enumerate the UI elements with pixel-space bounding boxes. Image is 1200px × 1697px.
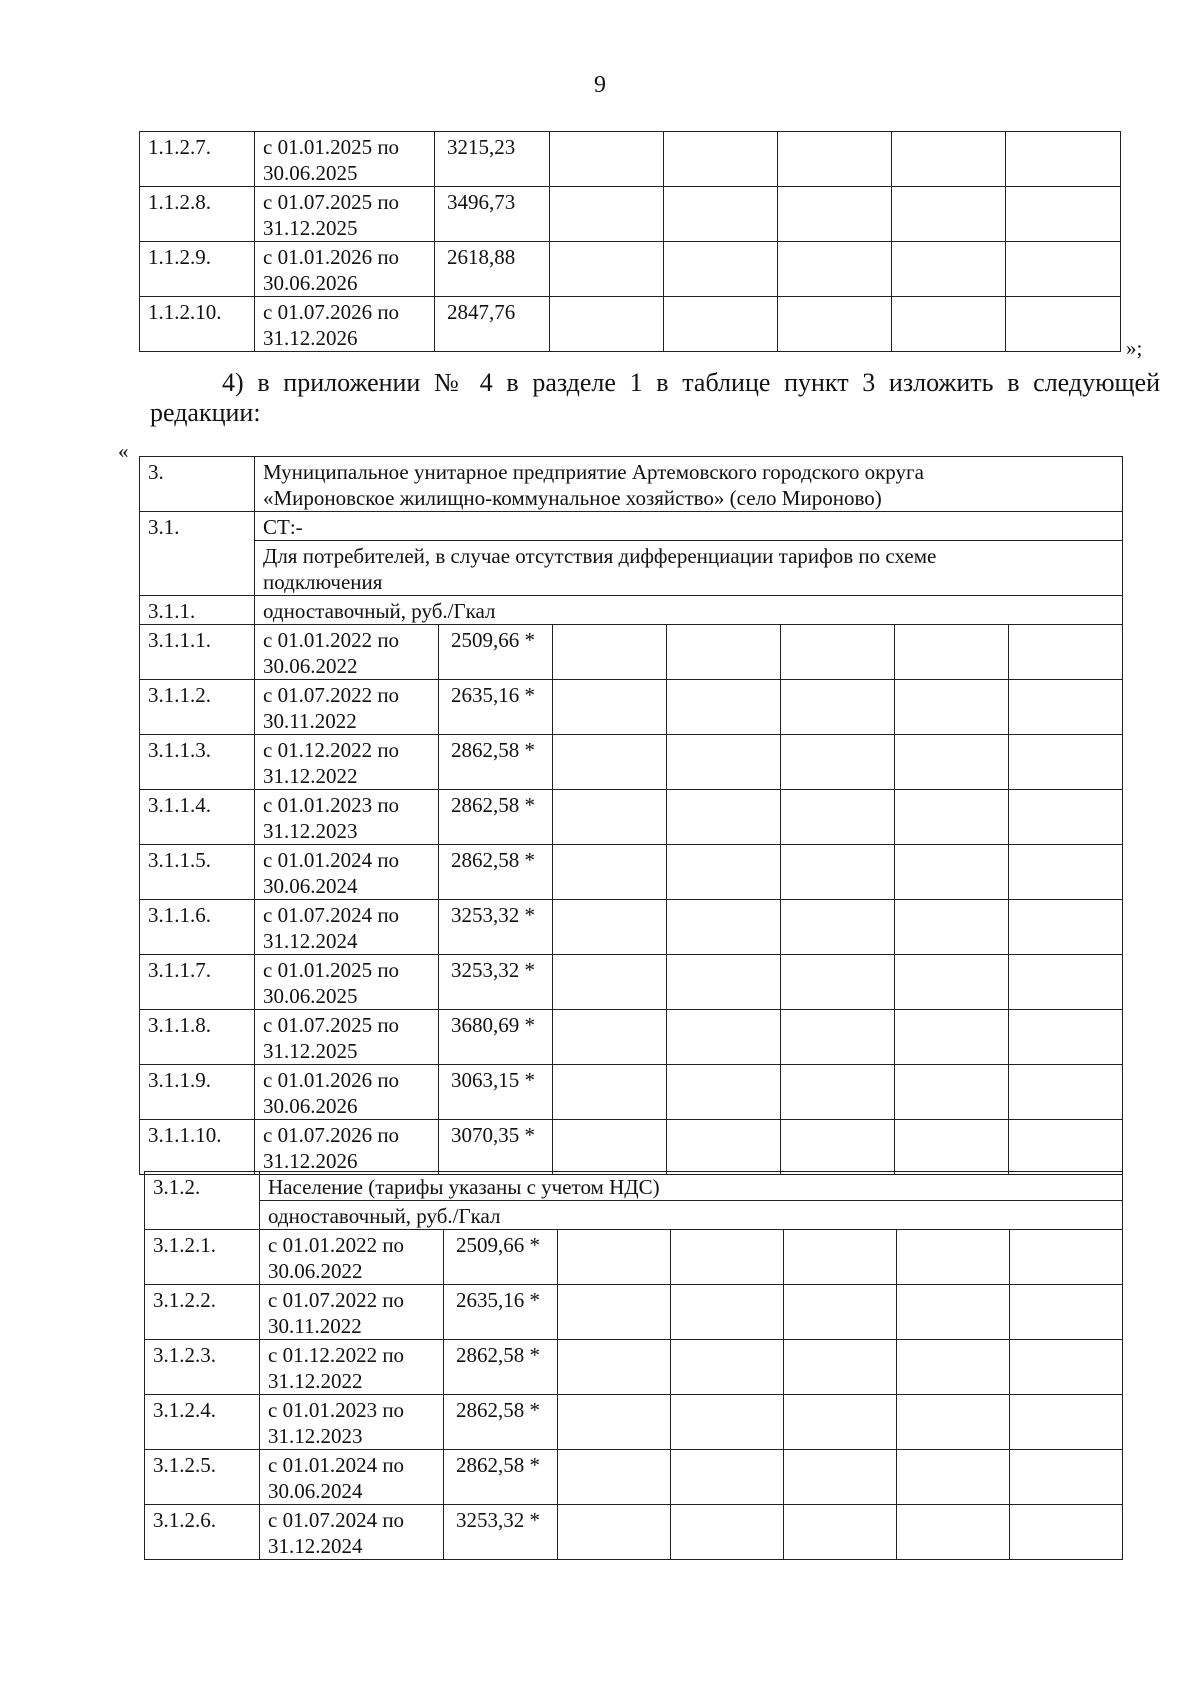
- empty-cell: [1009, 790, 1123, 845]
- empty-cell: [550, 132, 664, 187]
- tariff-value: 3496,73: [435, 187, 550, 242]
- empty-cell: [667, 625, 781, 680]
- empty-cell: [895, 1065, 1009, 1120]
- tariff-value: 2635,16 *: [439, 680, 553, 735]
- empty-cell: [553, 900, 667, 955]
- period-cell: [255, 845, 439, 900]
- empty-cell: [1006, 187, 1121, 242]
- rate-label: одноставочный, руб./Гкал: [255, 596, 1123, 625]
- section-num: 3.1.: [140, 512, 255, 596]
- period-cell: [260, 1230, 444, 1285]
- row-number: 3.1.1.10.: [140, 1120, 255, 1175]
- table-row: [140, 955, 1123, 1010]
- empty-cell: [667, 680, 781, 735]
- table-row: [140, 680, 1123, 735]
- row-number: 3.1.1.6.: [140, 900, 255, 955]
- empty-cell: [892, 132, 1006, 187]
- consumers-label: [255, 541, 1123, 596]
- tariff-value: 3253,32 *: [439, 900, 553, 955]
- empty-cell: [671, 1285, 784, 1340]
- period-end: 31.12.2023: [263, 819, 358, 843]
- table-row: [140, 1120, 1123, 1175]
- empty-cell: [897, 1505, 1010, 1560]
- table-row: [140, 900, 1123, 955]
- population-rate-row: [145, 1201, 1123, 1230]
- row-number: 3.1.1.1.: [140, 625, 255, 680]
- period-start: с 01.07.2022 по: [263, 683, 400, 707]
- empty-cell: [667, 845, 781, 900]
- section-label: СТ:-: [255, 512, 1123, 541]
- empty-cell: [895, 845, 1009, 900]
- section-row: [140, 512, 1123, 541]
- period-cell: [255, 625, 439, 680]
- tariff-value: 2862,58 *: [444, 1395, 558, 1450]
- empty-cell: [781, 735, 895, 790]
- empty-cell: [667, 955, 781, 1010]
- period-cell: [255, 187, 435, 242]
- empty-cell: [897, 1450, 1010, 1505]
- table-row: [140, 242, 1121, 297]
- empty-cell: [1010, 1340, 1123, 1395]
- period-end: 31.12.2022: [268, 1369, 363, 1393]
- empty-cell: [671, 1340, 784, 1395]
- period-start: с 01.07.2024 по: [268, 1508, 405, 1532]
- page-number: 9: [594, 72, 606, 98]
- period-start: с 01.01.2022 по: [268, 1233, 405, 1257]
- empty-cell: [664, 187, 778, 242]
- row-number: 3.1.1.8.: [140, 1010, 255, 1065]
- org-row: [140, 457, 1123, 512]
- empty-cell: [781, 845, 895, 900]
- period-start: с 01.07.2022 по: [268, 1288, 405, 1312]
- period-end: 30.06.2024: [268, 1479, 363, 1503]
- empty-cell: [897, 1395, 1010, 1450]
- empty-cell: [784, 1395, 897, 1450]
- period-start: с 01.01.2024 по: [268, 1453, 405, 1477]
- empty-cell: [897, 1340, 1010, 1395]
- tariff-table-org: [139, 456, 1123, 1175]
- row-number: 3.1.1.3.: [140, 735, 255, 790]
- empty-cell: [1006, 132, 1121, 187]
- closing-quote: »;: [1126, 336, 1143, 360]
- tariff-value: 2862,58 *: [439, 735, 553, 790]
- period-start: с 01.07.2026 по: [263, 1123, 400, 1147]
- row-number: 3.1.1.4.: [140, 790, 255, 845]
- empty-cell: [553, 845, 667, 900]
- empty-cell: [781, 1120, 895, 1175]
- empty-cell: [1009, 680, 1123, 735]
- period-start: с 01.01.2022 по: [263, 628, 400, 652]
- table-row: [140, 297, 1121, 352]
- row-number: 3.1.2.2.: [145, 1285, 260, 1340]
- tariff-value: 3680,69 *: [439, 1010, 553, 1065]
- population-num: 3.1.2.: [145, 1172, 260, 1230]
- period-end: 30.06.2024: [263, 874, 358, 898]
- empty-cell: [667, 900, 781, 955]
- period-end: 30.06.2026: [263, 271, 358, 295]
- row-number: 3.1.1.2.: [140, 680, 255, 735]
- empty-cell: [671, 1230, 784, 1285]
- row-number: 3.1.1.9.: [140, 1065, 255, 1120]
- empty-cell: [1009, 955, 1123, 1010]
- tariff-value: 3215,23: [435, 132, 550, 187]
- empty-cell: [781, 790, 895, 845]
- paragraph-line-2: редакции:: [150, 398, 261, 427]
- org-num: 3.: [140, 457, 255, 512]
- org-name-line-1: Муниципальное унитарное предприятие Артемовского городского округа: [263, 460, 924, 484]
- empty-cell: [553, 1010, 667, 1065]
- tariff-table-continuation: [139, 131, 1121, 352]
- empty-cell: [781, 1065, 895, 1120]
- period-end: 31.12.2026: [263, 1149, 358, 1173]
- tariff-value: 2862,58 *: [439, 845, 553, 900]
- empty-cell: [558, 1285, 671, 1340]
- empty-cell: [558, 1230, 671, 1285]
- period-start: с 01.01.2023 по: [268, 1398, 405, 1422]
- tariff-value: 3253,32 *: [444, 1505, 558, 1560]
- consumers-line-2: подключения: [263, 570, 383, 594]
- rate-row: [140, 596, 1123, 625]
- table-row: [145, 1395, 1123, 1450]
- empty-cell: [1010, 1505, 1123, 1560]
- period-start: с 01.12.2022 по: [268, 1343, 405, 1367]
- empty-cell: [1009, 735, 1123, 790]
- tariff-value: 3253,32 *: [439, 955, 553, 1010]
- empty-cell: [781, 1010, 895, 1065]
- row-number: 3.1.2.3.: [145, 1340, 260, 1395]
- period-cell: [255, 297, 435, 352]
- empty-cell: [781, 955, 895, 1010]
- empty-cell: [778, 132, 892, 187]
- tariff-value: 3063,15 *: [439, 1065, 553, 1120]
- period-end: 30.06.2026: [263, 1094, 358, 1118]
- consumers-line-1: Для потребителей, в случае отсутствия дифференциации тарифов по схеме: [263, 544, 937, 568]
- paragraph-line-1: 4) в приложении № 4 в разделе 1 в таблице пункт 3 изложить в следующей: [222, 368, 1160, 397]
- period-end: 31.12.2022: [263, 764, 358, 788]
- period-cell: [255, 242, 435, 297]
- empty-cell: [895, 625, 1009, 680]
- tariff-value: 2862,58 *: [444, 1340, 558, 1395]
- empty-cell: [553, 1120, 667, 1175]
- empty-cell: [892, 297, 1006, 352]
- period-end: 31.12.2024: [263, 929, 358, 953]
- period-start: с 01.01.2025 по: [263, 958, 400, 982]
- row-number: 1.1.2.10.: [140, 297, 255, 352]
- empty-cell: [895, 735, 1009, 790]
- period-start: с 01.07.2024 по: [263, 903, 400, 927]
- table-row: [140, 735, 1123, 790]
- tariff-value: 2862,58 *: [439, 790, 553, 845]
- empty-cell: [897, 1230, 1010, 1285]
- tariff-value: 3070,35 *: [439, 1120, 553, 1175]
- empty-cell: [1010, 1230, 1123, 1285]
- period-cell: [260, 1285, 444, 1340]
- row-number: 3.1.1.5.: [140, 845, 255, 900]
- empty-cell: [778, 187, 892, 242]
- empty-cell: [1010, 1285, 1123, 1340]
- table-row: [145, 1340, 1123, 1395]
- period-cell: [255, 1065, 439, 1120]
- period-end: 31.12.2023: [268, 1424, 363, 1448]
- empty-cell: [553, 625, 667, 680]
- empty-cell: [778, 297, 892, 352]
- period-start: с 01.01.2025 по: [263, 135, 400, 159]
- period-end: 31.12.2026: [263, 326, 358, 350]
- empty-cell: [1006, 242, 1121, 297]
- empty-cell: [1006, 297, 1121, 352]
- empty-cell: [1009, 625, 1123, 680]
- empty-cell: [667, 790, 781, 845]
- empty-cell: [784, 1450, 897, 1505]
- period-end: 31.12.2025: [263, 1039, 358, 1063]
- row-number: 1.1.2.7.: [140, 132, 255, 187]
- tariff-value: 2847,76: [435, 297, 550, 352]
- empty-cell: [1009, 1120, 1123, 1175]
- empty-cell: [895, 790, 1009, 845]
- empty-cell: [781, 625, 895, 680]
- table-row: [140, 845, 1123, 900]
- tariff-table-population: [144, 1171, 1123, 1560]
- row-number: 1.1.2.9.: [140, 242, 255, 297]
- period-start: с 01.07.2026 по: [263, 300, 400, 324]
- table-row: [145, 1450, 1123, 1505]
- empty-cell: [553, 680, 667, 735]
- row-number: 3.1.2.5.: [145, 1450, 260, 1505]
- population-rate-label: одноставочный, руб./Гкал: [260, 1201, 1123, 1230]
- table-row: [145, 1285, 1123, 1340]
- period-start: с 01.01.2024 по: [263, 848, 400, 872]
- empty-cell: [553, 955, 667, 1010]
- empty-cell: [667, 735, 781, 790]
- amendment-paragraph: [150, 368, 1160, 428]
- period-cell: [260, 1505, 444, 1560]
- tariff-value: 2635,16 *: [444, 1285, 558, 1340]
- empty-cell: [1010, 1450, 1123, 1505]
- empty-cell: [784, 1505, 897, 1560]
- table-row: [140, 790, 1123, 845]
- empty-cell: [558, 1340, 671, 1395]
- empty-cell: [895, 1120, 1009, 1175]
- row-number: 3.1.2.4.: [145, 1395, 260, 1450]
- empty-cell: [1009, 1065, 1123, 1120]
- period-cell: [255, 955, 439, 1010]
- empty-cell: [671, 1505, 784, 1560]
- period-end: 30.11.2022: [268, 1314, 362, 1338]
- empty-cell: [667, 1120, 781, 1175]
- empty-cell: [895, 955, 1009, 1010]
- table-row: [140, 625, 1123, 680]
- empty-cell: [558, 1395, 671, 1450]
- empty-cell: [550, 242, 664, 297]
- empty-cell: [784, 1230, 897, 1285]
- period-cell: [260, 1340, 444, 1395]
- empty-cell: [895, 900, 1009, 955]
- empty-cell: [553, 790, 667, 845]
- empty-cell: [1009, 845, 1123, 900]
- table-row: [140, 132, 1121, 187]
- period-start: с 01.07.2025 по: [263, 1013, 400, 1037]
- period-start: с 01.01.2026 по: [263, 1068, 400, 1092]
- empty-cell: [897, 1285, 1010, 1340]
- table-row: [145, 1505, 1123, 1560]
- org-name: [255, 457, 1123, 512]
- period-end: 31.12.2025: [263, 216, 358, 240]
- rate-num: 3.1.1.: [140, 596, 255, 625]
- period-end: 30.06.2022: [263, 654, 358, 678]
- empty-cell: [553, 735, 667, 790]
- empty-cell: [664, 297, 778, 352]
- empty-cell: [781, 900, 895, 955]
- period-end: 30.06.2025: [263, 984, 358, 1008]
- table-row: [140, 187, 1121, 242]
- row-number: 3.1.1.7.: [140, 955, 255, 1010]
- org-name-line-2: «Мироновское жилищно-коммунальное хозяйство» (село Мироново): [263, 486, 882, 510]
- period-cell: [255, 1010, 439, 1065]
- period-start: с 01.12.2022 по: [263, 738, 400, 762]
- empty-cell: [671, 1450, 784, 1505]
- period-cell: [255, 790, 439, 845]
- tariff-value: 2862,58 *: [444, 1450, 558, 1505]
- consumers-row: [140, 541, 1123, 596]
- tariff-value: 2509,66 *: [439, 625, 553, 680]
- empty-cell: [667, 1065, 781, 1120]
- period-end: 30.11.2022: [263, 709, 357, 733]
- empty-cell: [558, 1505, 671, 1560]
- empty-cell: [550, 297, 664, 352]
- table-row: [140, 1065, 1123, 1120]
- period-cell: [260, 1450, 444, 1505]
- empty-cell: [671, 1395, 784, 1450]
- empty-cell: [550, 187, 664, 242]
- table-row: [145, 1230, 1123, 1285]
- empty-cell: [1010, 1395, 1123, 1450]
- empty-cell: [895, 1010, 1009, 1065]
- row-number: 1.1.2.8.: [140, 187, 255, 242]
- period-cell: [260, 1395, 444, 1450]
- empty-cell: [664, 132, 778, 187]
- row-number: 3.1.2.1.: [145, 1230, 260, 1285]
- empty-cell: [1009, 1010, 1123, 1065]
- empty-cell: [784, 1340, 897, 1395]
- tariff-value: 2509,66 *: [444, 1230, 558, 1285]
- empty-cell: [1009, 900, 1123, 955]
- period-cell: [255, 132, 435, 187]
- empty-cell: [892, 242, 1006, 297]
- period-cell: [255, 1120, 439, 1175]
- period-cell: [255, 680, 439, 735]
- row-number: 3.1.2.6.: [145, 1505, 260, 1560]
- period-cell: [255, 900, 439, 955]
- empty-cell: [553, 1065, 667, 1120]
- period-start: с 01.01.2023 по: [263, 793, 400, 817]
- table-row: [140, 1010, 1123, 1065]
- empty-cell: [892, 187, 1006, 242]
- empty-cell: [784, 1285, 897, 1340]
- period-start: с 01.01.2026 по: [263, 245, 400, 269]
- period-end: 30.06.2022: [268, 1259, 363, 1283]
- period-start: с 01.07.2025 по: [263, 190, 400, 214]
- period-cell: [255, 735, 439, 790]
- empty-cell: [895, 680, 1009, 735]
- population-row: [145, 1172, 1123, 1201]
- population-label: Население (тарифы указаны с учетом НДС): [260, 1172, 1123, 1201]
- period-end: 30.06.2025: [263, 161, 358, 185]
- empty-cell: [664, 242, 778, 297]
- tariff-value: 2618,88: [435, 242, 550, 297]
- empty-cell: [778, 242, 892, 297]
- empty-cell: [667, 1010, 781, 1065]
- period-end: 31.12.2024: [268, 1534, 363, 1558]
- empty-cell: [558, 1450, 671, 1505]
- opening-quote: «: [118, 439, 129, 463]
- empty-cell: [781, 680, 895, 735]
